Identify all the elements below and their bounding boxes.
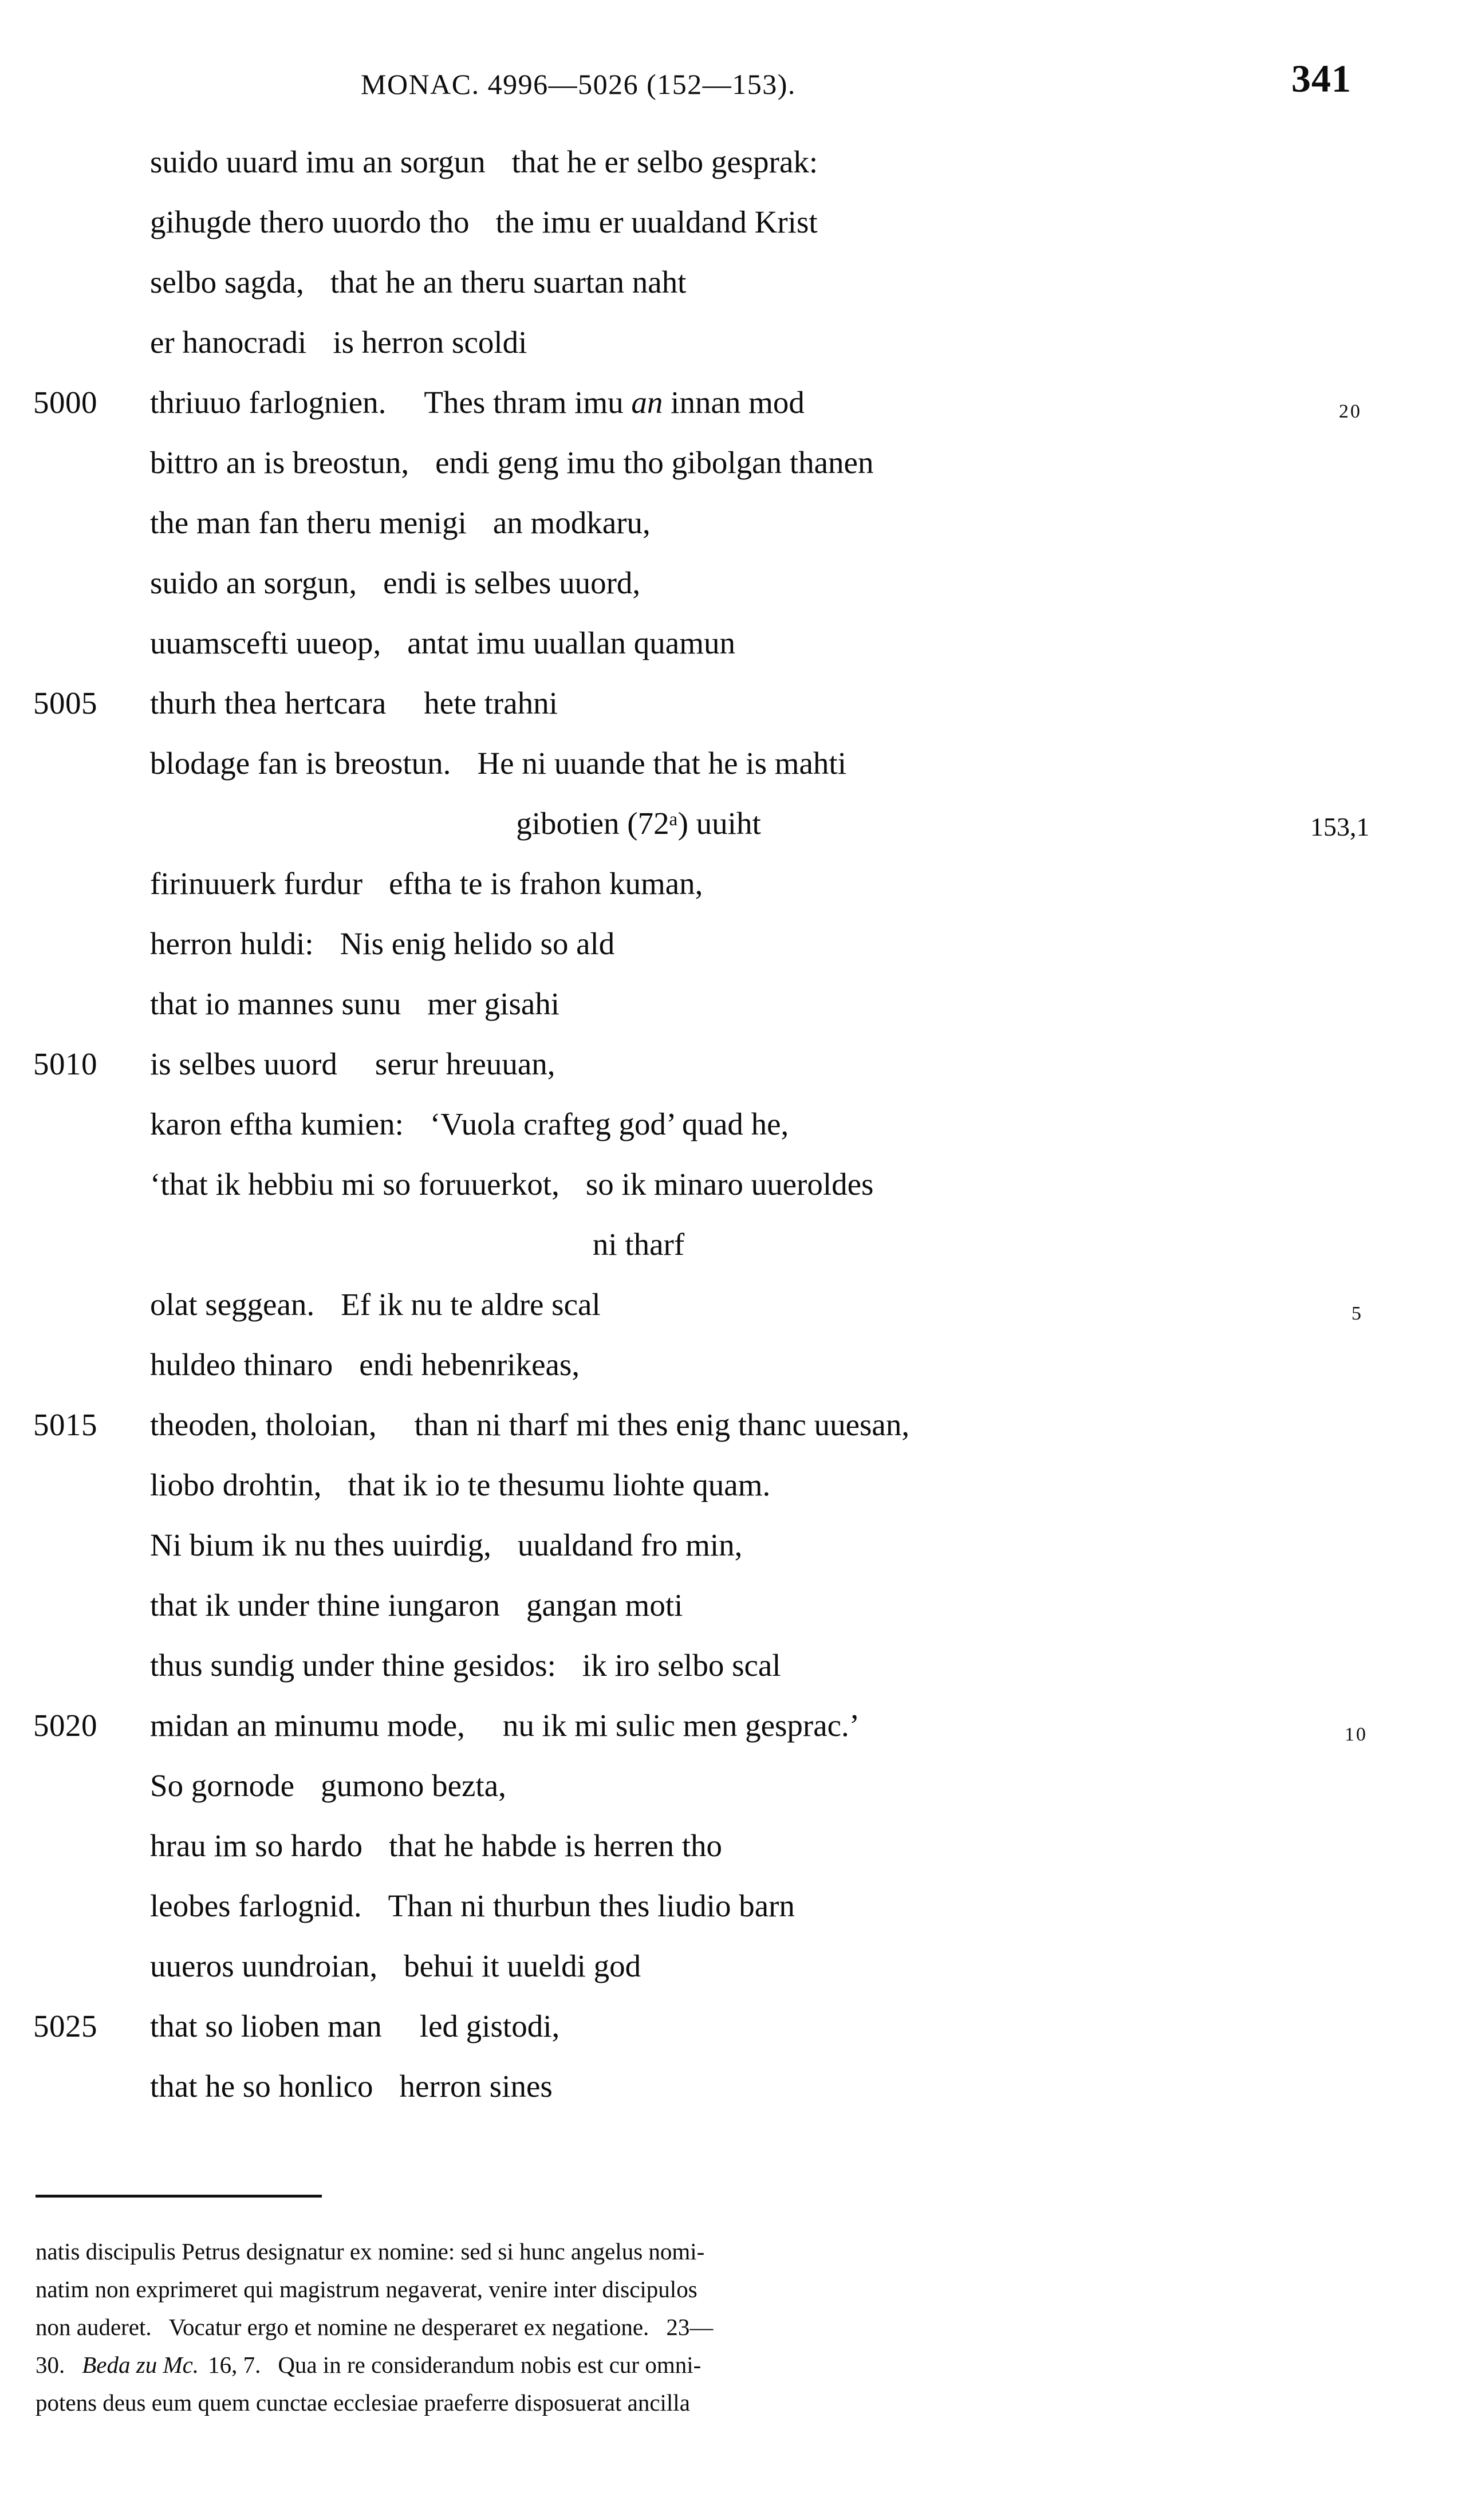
- verse-hemistich-a: that so lioben man: [150, 2009, 382, 2043]
- verse-italic-word: an: [631, 385, 663, 420]
- verse-hemistich-a: theoden, tholoian,: [150, 1407, 377, 1442]
- verse-hemistich-a: suido an sorgun,: [150, 565, 357, 600]
- verse-hemistich-b: uualdand fro min,: [517, 1527, 743, 1562]
- verse-line-text: [150, 1996, 559, 2056]
- verse-line-text: [150, 132, 818, 192]
- footnote-citation-italic: Beda zu Mc.: [82, 2352, 199, 2378]
- verse-line-text: [150, 192, 818, 252]
- manuscript-page-marker: 153,1: [1310, 812, 1370, 841]
- verse-hemistich-b: nu ik mi sulic men gesprac.’: [502, 1708, 860, 1743]
- verse-line: [0, 673, 1466, 733]
- footnote-line-2: natim non exprimeret qui magistrum negaverat, venire inter discipulos: [36, 2276, 697, 2302]
- verse-hemistich-a: hrau im so hardo: [150, 1828, 363, 1863]
- verse-hemistich-b-tail: innan mod: [663, 385, 805, 420]
- footnote-rule: [36, 2195, 322, 2198]
- verse-hemistich-a: thus sundig under thine gesidos:: [150, 1648, 556, 1683]
- verse-hemistich-a: liobo drohtin,: [150, 1467, 322, 1502]
- verse-hemistich-b: gangan moti: [526, 1588, 683, 1623]
- verse-line: [0, 1695, 1466, 1755]
- verse-hemistich-a: er hanocradi: [150, 325, 307, 360]
- verse-line: [0, 312, 1466, 372]
- verse-hemistich-a: that he so honlico: [150, 2069, 373, 2104]
- verse-hemistich-a: olat seggean.: [150, 1287, 315, 1322]
- verse-line: [0, 793, 1466, 853]
- verse-hemistich-a: gihugde thero uuordo tho: [150, 204, 470, 239]
- running-title: MONAC. 4996—5026 (152—153).: [361, 68, 796, 100]
- verse-line: [0, 2056, 1466, 2116]
- verse-hemistich-a: So gornode: [150, 1768, 295, 1803]
- margin-line-number: 20: [1339, 401, 1362, 422]
- footnote-line-3: [36, 2308, 1318, 2346]
- verse-line-text: [150, 493, 651, 553]
- verse-line: [0, 1635, 1466, 1695]
- verse-hemistich-b: so ik minaro uueroldes: [585, 1167, 874, 1202]
- verse-body: [0, 132, 1466, 2116]
- verse-line: [0, 853, 1466, 914]
- verse-hemistich-a: selbo sagda,: [150, 265, 304, 300]
- verse-line: [0, 132, 1466, 192]
- verse-hemistich-a: that io mannes sunu: [150, 986, 401, 1021]
- verse-hemistich-b: endi hebenrikeas,: [359, 1347, 580, 1382]
- verse-line-text: [150, 1034, 555, 1094]
- verse-hemistich-b: that he an theru suartan naht: [330, 265, 687, 300]
- verse-line: [0, 1876, 1466, 1936]
- verse-hemistich-b: endi is selbes uuord,: [383, 565, 641, 600]
- verse-line-text: [150, 1274, 601, 1334]
- verse-line-number: 5015: [33, 1407, 97, 1442]
- verse-line-text: gibotien (72ᵃ) uuiht: [516, 806, 761, 841]
- verse-hemistich-a: uueros uundroian,: [150, 1948, 378, 1983]
- verse-hemistich-a: uuamscefti uueop,: [150, 625, 381, 660]
- page-number: 341: [1291, 57, 1351, 100]
- running-head: [0, 0, 1466, 100]
- verse-line: [0, 1936, 1466, 1996]
- verse-hemistich-a: suido uuard imu an sorgun: [150, 144, 486, 179]
- verse-hemistich-b: is herron scoldi: [333, 325, 527, 360]
- verse-line-text: [150, 1635, 781, 1695]
- verse-line-text: [150, 1154, 873, 1214]
- verse-line-text: [150, 1094, 789, 1154]
- verse-line-text: [150, 853, 703, 914]
- footnote-line-5: potens deus eum quem cunctae ecclesiae praeferre disposuerat ancilla: [36, 2389, 690, 2416]
- verse-line-text: [150, 1755, 506, 1816]
- verse-line-text: [150, 1936, 641, 1996]
- verse-hemistich-b: Nis enig helido so ald: [340, 926, 615, 961]
- verse-line: [0, 493, 1466, 553]
- verse-hemistich-b: that ik io te thesumu liohte quam.: [348, 1467, 771, 1502]
- verse-hemistich-a: firinuuerk furdur: [150, 866, 363, 901]
- footnote-line-4-part-a: 30.: [36, 2352, 65, 2378]
- verse-hemistich-b: ‘Vuola crafteg god’ quad he,: [429, 1107, 789, 1141]
- verse-line: [0, 192, 1466, 252]
- verse-hemistich-b: gumono bezta,: [321, 1768, 506, 1803]
- verse-line-text: [150, 1455, 770, 1515]
- verse-line-number: 5010: [33, 1046, 97, 1081]
- verse-hemistich-a: leobes farlognid.: [150, 1888, 362, 1923]
- verse-line-number: 5020: [33, 1708, 97, 1743]
- verse-line: [0, 1034, 1466, 1094]
- verse-line: [0, 1154, 1466, 1214]
- verse-line: [0, 613, 1466, 673]
- margin-line-number: 5: [1351, 1303, 1363, 1324]
- verse-hemistich-b: Ef ik nu te aldre scal: [341, 1287, 601, 1322]
- verse-hemistich-a: blodage fan is breostun.: [150, 746, 451, 781]
- verse-line: [0, 432, 1466, 493]
- verse-hemistich-a: the man fan theru menigi: [150, 505, 467, 540]
- verse-hemistich-b: He ni uuande that he is mahti: [477, 746, 846, 781]
- verse-hemistich-b: that he habde is herren tho: [389, 1828, 723, 1863]
- verse-line: [0, 1515, 1466, 1575]
- footnote-line-3-part-c: 23—: [666, 2314, 714, 2340]
- verse-line-number: 5005: [33, 686, 97, 720]
- verse-hemistich-b: serur hreuuan,: [375, 1046, 555, 1081]
- verse-line: [0, 1755, 1466, 1816]
- verse-hemistich-a: bittro an is breostun,: [150, 445, 409, 480]
- verse-line-text: [150, 673, 558, 733]
- verse-line-text: [150, 432, 873, 493]
- verse-line-number: 5025: [33, 2009, 97, 2043]
- verse-line: [0, 1214, 1466, 1274]
- verse-hemistich-b: mer gisahi: [427, 986, 560, 1021]
- verse-hemistich-b: than ni tharf mi thes enig thanc uuesan,: [414, 1407, 910, 1442]
- verse-line-text: [150, 252, 686, 312]
- verse-hemistich-b: Thes thram imu: [424, 385, 632, 420]
- verse-line: [0, 1334, 1466, 1395]
- verse-hemistich-a: that ik under thine iungaron: [150, 1588, 500, 1623]
- verse-line: [0, 1395, 1466, 1455]
- verse-line: [0, 733, 1466, 793]
- verse-line: [0, 1274, 1466, 1334]
- footnote-line-3-part-a: non auderet.: [36, 2314, 152, 2340]
- verse-hemistich-b: an modkaru,: [492, 505, 651, 540]
- verse-hemistich-b: behui it uueldi god: [404, 1948, 641, 1983]
- verse-line-text: [150, 1575, 683, 1635]
- verse-line-text: [150, 2056, 553, 2116]
- verse-line-text: [150, 1876, 795, 1936]
- verse-hemistich-b: endi geng imu tho gibolgan thanen: [435, 445, 874, 480]
- verse-hemistich-a: is selbes uuord: [150, 1046, 337, 1081]
- verse-hemistich-a: thurh thea hertcara: [150, 686, 387, 720]
- verse-line-text: [150, 1334, 580, 1395]
- footnote-line-1: natis discipulis Petrus designatur ex nomine: sed si hunc angelus nomi-: [36, 2238, 705, 2265]
- verse-hemistich-b: Than ni thurbun thes liudio barn: [388, 1888, 795, 1923]
- verse-hemistich-b: eftha te is frahon kuman,: [389, 866, 703, 901]
- verse-line: [0, 974, 1466, 1034]
- verse-line: [0, 372, 1466, 432]
- verse-line-text: [150, 372, 805, 432]
- verse-line: [0, 1575, 1466, 1635]
- verse-line: [0, 1094, 1466, 1154]
- footnote-line-4: [36, 2346, 1318, 2384]
- verse-hemistich-b: that he er selbo gesprak:: [511, 144, 818, 179]
- verse-hemistich-a: karon eftha kumien:: [150, 1107, 404, 1141]
- verse-line-number: 5000: [33, 385, 97, 420]
- verse-hemistich-a: Ni bium ik nu thes uuirdig,: [150, 1527, 491, 1562]
- verse-line-text: [150, 733, 846, 793]
- verse-line-text: [150, 1695, 860, 1755]
- verse-line: [0, 1816, 1466, 1876]
- verse-line-text: [150, 914, 614, 974]
- verse-hemistich-a: thriuuo farlognien.: [150, 385, 387, 420]
- verse-line: [0, 1455, 1466, 1515]
- verse-line-text: [150, 1395, 909, 1455]
- verse-line-text: ni tharf: [592, 1227, 685, 1262]
- verse-line: [0, 252, 1466, 312]
- verse-line-text: [150, 1816, 722, 1876]
- verse-hemistich-a: ‘that ik hebbiu mi so foruuerkot,: [150, 1167, 559, 1202]
- verse-line: [0, 1996, 1466, 2056]
- verse-line-text: [150, 1515, 742, 1575]
- footnote-line-4-part-c: Qua in re considerandum nobis est cur omni-: [278, 2352, 702, 2378]
- verse-hemistich-a: herron huldi:: [150, 926, 314, 961]
- verse-hemistich-b: antat imu uuallan quamun: [407, 625, 735, 660]
- verse-line-text: [150, 974, 559, 1034]
- verse-hemistich-b: herron sines: [399, 2069, 553, 2104]
- verse-line: [0, 553, 1466, 613]
- verse-hemistich-b: the imu er uualdand Krist: [495, 204, 818, 239]
- verse-hemistich-a: midan an minumu mode,: [150, 1708, 465, 1743]
- footnote-line-4-part-b: 16, 7.: [208, 2352, 261, 2378]
- footnote-block: [36, 2232, 1318, 2421]
- verse-line-text: [150, 553, 640, 613]
- verse-hemistich-b: led gistodi,: [419, 2009, 560, 2043]
- verse-line-text: [150, 312, 527, 372]
- verse-hemistich-b: ik iro selbo scal: [582, 1648, 781, 1683]
- verse-line: [0, 914, 1466, 974]
- verse-line-text: [150, 613, 735, 673]
- footnote-line-3-part-b: Vocatur ergo et nomine ne desperaret ex negatione.: [168, 2314, 649, 2340]
- verse-hemistich-b: hete trahni: [424, 686, 558, 720]
- verse-hemistich-a: huldeo thinaro: [150, 1347, 333, 1382]
- margin-line-number: 10: [1345, 1724, 1368, 1745]
